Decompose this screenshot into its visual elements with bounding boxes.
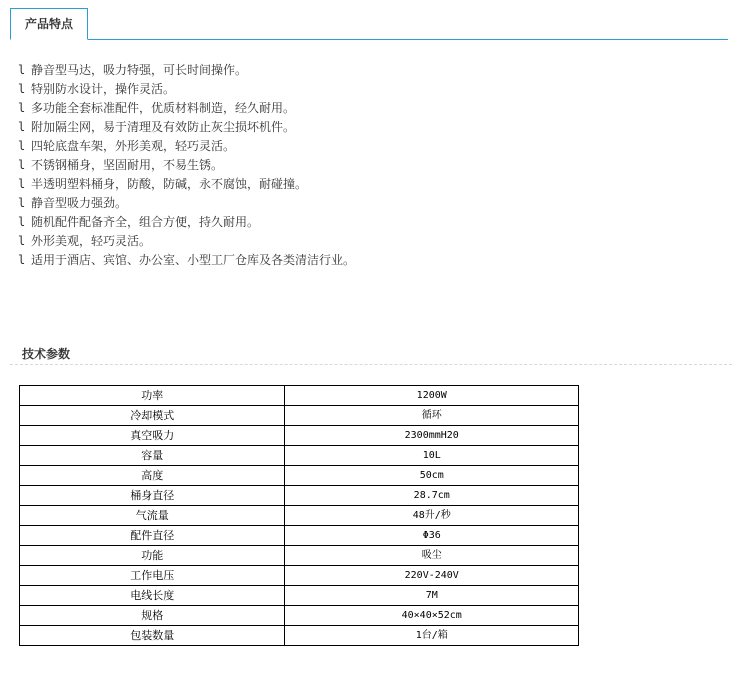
spec-label: 桶身直径 <box>20 486 285 506</box>
feature-text: 不锈钢桶身，坚固耐用，不易生锈。 <box>31 158 224 172</box>
feature-bullet: l <box>18 158 26 172</box>
spec-value: Φ36 <box>285 526 579 546</box>
spec-value: 1200W <box>285 386 579 406</box>
feature-bullet: l <box>18 196 26 210</box>
spec-value: 吸尘 <box>285 546 579 566</box>
feature-text: 四轮底盘车架，外形美观，轻巧灵活。 <box>31 139 236 153</box>
spec-label: 真空吸力 <box>20 426 285 446</box>
spec-label: 冷却模式 <box>20 406 285 426</box>
spec-value: 2300mmH20 <box>285 426 579 446</box>
feature-item <box>18 213 355 232</box>
spec-label: 包装数量 <box>20 626 285 646</box>
spec-value: 50cm <box>285 466 579 486</box>
spec-row <box>20 426 579 446</box>
feature-bullet: l <box>18 234 26 248</box>
spec-label: 配件直径 <box>20 526 285 546</box>
feature-item <box>18 61 355 80</box>
feature-item <box>18 156 355 175</box>
spec-value: 7M <box>285 586 579 606</box>
spec-row <box>20 506 579 526</box>
feature-bullet: l <box>18 253 26 267</box>
feature-text: 静音型吸力强劲。 <box>31 196 128 210</box>
spec-row <box>20 446 579 466</box>
feature-item <box>18 99 355 118</box>
feature-bullet: l <box>18 120 26 134</box>
feature-bullet: l <box>18 82 26 96</box>
spec-row <box>20 606 579 626</box>
spec-value: 循环 <box>285 406 579 426</box>
feature-item <box>18 175 355 194</box>
spec-row <box>20 526 579 546</box>
spec-value: 220V-240V <box>285 566 579 586</box>
feature-list <box>18 61 355 270</box>
spec-row <box>20 566 579 586</box>
spec-row <box>20 586 579 606</box>
spec-label: 电线长度 <box>20 586 285 606</box>
spec-row <box>20 486 579 506</box>
feature-text: 多功能全套标准配件，优质材料制造，经久耐用。 <box>31 101 296 115</box>
spec-value: 10L <box>285 446 579 466</box>
feature-text: 半透明塑料桶身，防酸，防碱，永不腐蚀，耐碰撞。 <box>31 177 308 191</box>
spec-row <box>20 546 579 566</box>
feature-bullet: l <box>18 177 26 191</box>
spec-title: 技术参数 <box>22 347 71 361</box>
spec-label: 工作电压 <box>20 566 285 586</box>
feature-item <box>18 80 355 99</box>
feature-item <box>18 232 355 251</box>
spec-value: 40×40×52cm <box>285 606 579 626</box>
spec-divider <box>10 364 732 365</box>
feature-item <box>18 137 355 156</box>
spec-label: 高度 <box>20 466 285 486</box>
feature-item <box>18 118 355 137</box>
feature-text: 附加隔尘网，易于清理及有效防止灰尘损坏机件。 <box>31 120 296 134</box>
spec-label: 规格 <box>20 606 285 626</box>
feature-text: 随机配件配备齐全，组合方便，持久耐用。 <box>31 215 260 229</box>
spec-row <box>20 386 579 406</box>
spec-row <box>20 406 579 426</box>
feature-bullet: l <box>18 63 26 77</box>
feature-item <box>18 194 355 213</box>
feature-text: 静音型马达，吸力特强，可长时间操作。 <box>31 63 248 77</box>
spec-label: 容量 <box>20 446 285 466</box>
tab-product-features[interactable] <box>10 8 88 40</box>
feature-text: 外形美观，轻巧灵活。 <box>31 234 152 248</box>
spec-row <box>20 466 579 486</box>
spec-value: 48升/秒 <box>285 506 579 526</box>
spec-label: 功能 <box>20 546 285 566</box>
tab-bar <box>10 8 728 40</box>
spec-value: 1台/箱 <box>285 626 579 646</box>
spec-value: 28.7cm <box>285 486 579 506</box>
spec-label: 气流量 <box>20 506 285 526</box>
feature-text: 适用于酒店、宾馆、办公室、小型工厂仓库及各类清洁行业。 <box>31 253 356 267</box>
spec-row <box>20 626 579 646</box>
spec-table <box>19 385 579 646</box>
tab-label: 产品特点 <box>24 17 73 31</box>
feature-bullet: l <box>18 139 26 153</box>
feature-text: 特别防水设计，操作灵活。 <box>31 82 176 96</box>
feature-item <box>18 251 355 270</box>
feature-bullet: l <box>18 215 26 229</box>
feature-bullet: l <box>18 101 26 115</box>
spec-label: 功率 <box>20 386 285 406</box>
